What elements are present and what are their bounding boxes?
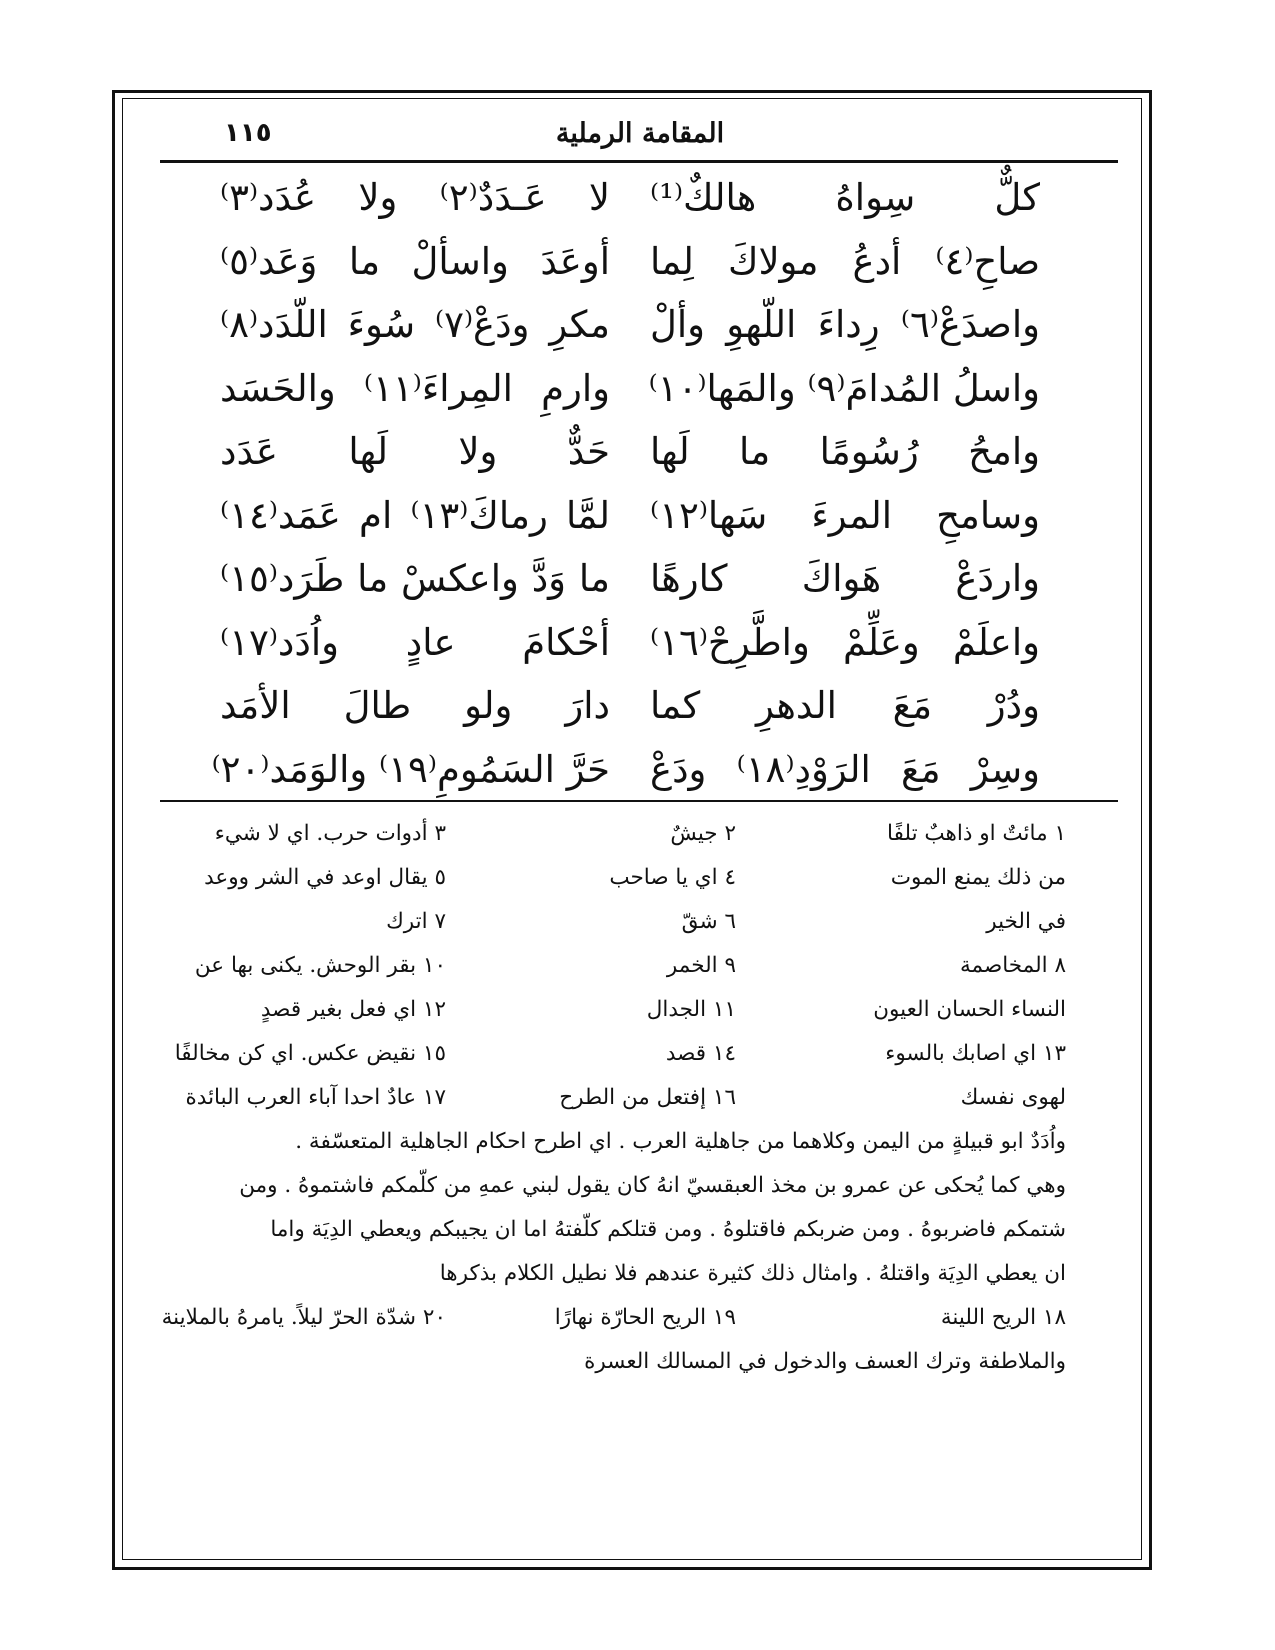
footnote: ١ مائتٌ او ذاهبٌ تلفًا	[887, 821, 1066, 846]
footnote: ١٧ عادٌ احدا آباء العرب البائدة	[185, 1085, 446, 1110]
hemistich-first: كلٌّ سِواهُ هالكٌ⁽¹⁾	[650, 176, 1040, 219]
hemistich-first: واعلَمْ وعَلِّمْ واطَّرِحْ⁽١٦⁾	[650, 620, 1040, 664]
footnote: ١٥ نقيض عكس. اي كن مخالفًا	[174, 1041, 446, 1066]
footnotes	[146, 812, 1066, 1384]
hemistich-second: مكرِ ودَعْ⁽٧⁾ سُوءَ اللّدَد⁽٨⁾	[220, 303, 611, 346]
footnote: النساء الحسان العيون	[873, 997, 1066, 1022]
footnote-paragraph-line: ان يعطي الدِيَة واقتلهُ . وامثال ذلك كثيرة عندهم فلا نطيل الكلام بذكرها	[439, 1261, 1066, 1286]
footnote: في الخير	[986, 909, 1066, 934]
footnote-paragraph-line: وهي كما يُحكى عن عمرو بن مخذ العبقسيّ انهُ كان يقول لبني عمهِ من كلّمكم فاشتموهُ . ومن	[239, 1173, 1066, 1198]
hemistich-second: لا عَـدَدٌ⁽٢⁾ ولا عُدَد⁽٣⁾	[220, 176, 610, 219]
hemistich-first: واردَعْ هَواكَ كارهًا	[650, 557, 1040, 600]
footnote: ١٠ بقر الوحش. يكنى بها عن	[194, 953, 446, 978]
hemistich-first: وسِرْ مَعَ الرَوْدِ⁽١٨⁾ ودَعْ	[650, 747, 1040, 791]
verse	[180, 547, 1110, 611]
header-rule	[160, 160, 1118, 163]
footnote: ٨ المخاصمة	[960, 953, 1066, 978]
verse	[180, 674, 1110, 738]
footnote: ١٤ قصد	[665, 1041, 736, 1066]
verse	[180, 484, 1110, 548]
hemistich-second: حَرَّ السَمُومِ⁽١٩⁾ والوَمَد⁽٢٠⁾	[211, 747, 610, 791]
verse	[180, 611, 1110, 675]
footnote: لهوى نفسك	[960, 1085, 1066, 1110]
footnote-row	[146, 812, 1066, 856]
footnote: ٥ يقال اوعد في الشر ووعد	[204, 865, 446, 890]
footnote-row	[146, 1076, 1066, 1120]
footnote-row	[146, 856, 1066, 900]
verse	[180, 738, 1110, 802]
running-title: المقامة الرملية	[555, 118, 725, 149]
hemistich-second: وارمِ المِراءَ⁽١١⁾ والحَسَد	[220, 366, 610, 410]
footnote: ١٢ اي فعل بغير قصدٍ	[260, 997, 446, 1022]
footnote-row	[146, 944, 1066, 988]
hemistich-second: حَدٌّ ولا لَها عَدَد	[220, 430, 610, 473]
hemistich-first: صاحِ⁽٤⁾ أدعُ مولاكَ لِما	[650, 239, 1040, 283]
footnote-row	[146, 1032, 1066, 1076]
footnote-paragraph-line: واُدَدٌ ابو قبيلةٍ من اليمن وكلاهما من جاهلية العرب . اي اطرح احكام الجاهلية المتعسّفة .	[295, 1129, 1066, 1154]
hemistich-second: لمَّا رماكَ⁽١٣⁾ ام عَمَد⁽١٤⁾	[220, 493, 610, 537]
verse	[180, 166, 1110, 230]
footnotes-rule	[160, 800, 1118, 802]
footnote: ٩ الخمر	[666, 953, 736, 978]
hemistich-second: دارَ ولو طالَ الأمَد	[220, 684, 610, 727]
verse	[180, 420, 1110, 484]
hemistich-second: أحْكامَ عادٍ واُدَد⁽١٧⁾	[220, 620, 610, 664]
footnote: ١٣ اي اصابك بالسوء	[885, 1041, 1066, 1066]
footnote-final-line: والملاطفة وترك العسف والدخول في المسالك العسرة	[584, 1349, 1066, 1374]
footnote: ١٩ الريح الحارّة نهارًا	[554, 1305, 736, 1330]
footnote: ٢ جيشٌ	[670, 821, 736, 846]
footnote: من ذلك يمنع الموت	[890, 865, 1066, 890]
footnote-row	[146, 1296, 1066, 1340]
verse	[180, 230, 1110, 294]
footnote-row	[146, 900, 1066, 944]
hemistich-first: ودُرْ مَعَ الدهرِ كما	[650, 684, 1040, 727]
footnote: ٦ شقّ	[681, 909, 736, 934]
footnote-row	[146, 988, 1066, 1032]
footnote: ١١ الجدال	[646, 997, 736, 1022]
poem	[180, 166, 1110, 801]
hemistich-second: أوعَدَ واسألْ ما وَعَد⁽٥⁾	[220, 239, 610, 283]
footnote-paragraph-line: شتمكم فاضربوهُ . ومن ضربكم فاقتلوهُ . ومن قتلكم كلّفتهُ اما ان يجيبكم ويعطي الدِيَة واما	[270, 1217, 1066, 1242]
footnote: ٤ اي يا صاحب	[609, 865, 736, 890]
footnote: ١٨ الريح اللينة	[940, 1305, 1066, 1330]
footnote: ٢٠ شدّة الحرّ ليلاً. يامرهُ بالملاينة	[161, 1305, 446, 1330]
hemistich-first: واسلُ المُدامَ⁽٩⁾ والمَها⁽١٠⁾	[648, 366, 1040, 410]
footnote: ٧ اترك	[386, 909, 446, 934]
hemistich-second: ما وَدَّ واعكسْ ما طَرَد⁽١٥⁾	[220, 557, 610, 600]
hemistich-first: وامحُ رُسُومًا ما لَها	[650, 430, 1040, 473]
footnote: ١٦ إفتعل من الطرح	[559, 1085, 736, 1110]
verse	[180, 293, 1110, 357]
verse	[180, 357, 1110, 421]
page-header	[160, 116, 1120, 160]
page-number: ١١٥	[224, 118, 272, 148]
footnote: ٣ أدوات حرب. اي لا شيء	[214, 821, 446, 846]
hemistich-first: وسامحِ المرءَ سَها⁽١٢⁾	[650, 493, 1040, 537]
hemistich-first: واصدَعْ⁽٦⁾ رِداءَ اللّهوِ وألْ	[650, 303, 1040, 346]
